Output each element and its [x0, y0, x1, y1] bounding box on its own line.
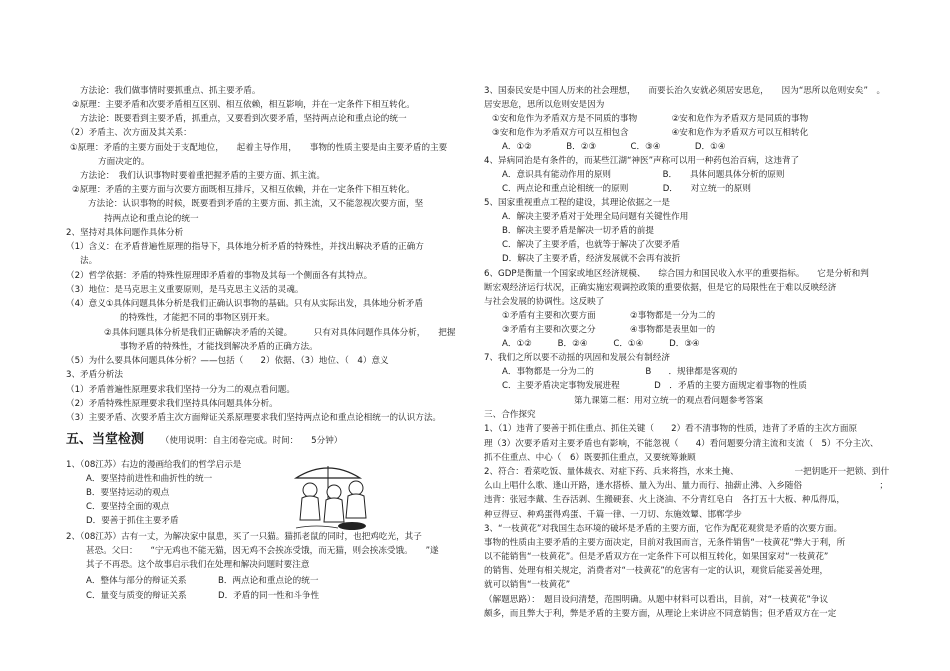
text-line: 理（3）次要矛盾对主要矛盾也有影响，不能忽视（ 4）看问题要分清主流和支流（ 5）不分主次、 — [484, 439, 879, 449]
text-line: （1）含义：在矛盾普遍性原理的指导下，具体地分析矛盾的特殊性，并找出解决矛盾的正确方 — [66, 242, 424, 252]
text-line: （解题思路）： 题目设问清楚，范围明确。从题中材料可以看出，目前，对“一枝黄花”争议 — [484, 595, 829, 605]
question-2: 2、（08江苏）古有一丈，为解决家中鼠患，买了一只猫。猫抓老鼠的同时，也把鸡吃光，其子 — [66, 532, 422, 542]
section-note: （使用说明：自主闭卷完成。时间： 5分钟） — [160, 436, 343, 446]
option-d: D．矛盾的同一性和斗争性 — [218, 591, 320, 601]
cartoon-illustration — [286, 456, 376, 532]
text-line: （3）主要矛盾、次要矛盾主次方面辩证关系原理要求我们坚持两点论和重点论相统一的认识方法。 — [66, 413, 442, 423]
question-7: 7、我们之所以要不动摇的巩固和发展公有制经济 — [484, 353, 670, 363]
section-title: 五、当堂检测 — [66, 432, 145, 447]
text-line: ②原理：矛盾的主要方面与次要方面既相互排斥，又相互依赖，并在一定条件下相互转化。 — [72, 185, 415, 195]
text-line: 法。 — [80, 256, 98, 266]
text-line: （3）地位：是马克思主义重要原则，是马克思主义活的灵魂。 — [66, 285, 304, 295]
option-a: A．要坚持前进性和曲折性的统一 — [86, 474, 213, 484]
answer-key-title: 第九课第二框：用对立统一的观点看问题参考答案 — [574, 396, 764, 406]
text-line: 方法论：我们做事情时要抓重点、抓主要矛盾。 — [80, 86, 261, 96]
text-line: 3、“一枝黄花”对我国生态环境的破坏是矛盾的主要方面，它作为配花观赏是矛盾的次要方面。 — [484, 524, 843, 534]
option-c: C．量变与质变的辩证关系 — [86, 591, 187, 601]
text-line: 以不能销售“一枝黄花”。但是矛盾双方在一定条件下可以相互转化，如果国家对“一枝黄花” — [484, 552, 829, 562]
option-b: B．两点论和重点论的统一 — [218, 576, 319, 586]
text-line: （4）意义①具体问题具体分析是我们正确认识事物的基础。只有从实际出发，具体地分析矛盾 — [66, 299, 423, 309]
text-line: 持两点论和重点论的统一 — [104, 214, 199, 224]
text-line: 方法论： 我们认识事物时要着重把握矛盾的主要方面、抓主流。 — [80, 171, 325, 181]
text-line: 违背：张冠李戴、生吞活剥、生搬硬套、火上浇油、不分青红皂白 各打五十大板、种瓜得瓜， — [484, 495, 845, 505]
text-line: ③矛盾有主要和次要之分 ④事物都是表里如一的 — [502, 325, 716, 335]
text-line: （2）矛盾主、次方面及其关系： — [66, 128, 192, 138]
text-line: 事物的性质由主要矛盾的主要方面决定，目前对我国而言，无条件销售“一枝黄花”弊大于利，所 — [484, 538, 846, 548]
text-line: 就可以销售“一枝黄花” — [484, 580, 571, 590]
text-line: 2、符合：看菜吃饭、量体裁衣、对症下药、兵来将挡，水来土掩、 一把钥匙开一把锁、到什 — [484, 467, 890, 477]
option-d: D．解决了主要矛盾，经济发展就不会再有波折 — [502, 254, 681, 264]
text-line: 方法论：认识事物的时候，既要看到矛盾的主要方面、抓主流，又不能忽视次要方面，坚 — [88, 199, 424, 209]
text-line: A．意识具有能动作用的原则 B． 具体问题具体分析的原则 — [502, 170, 785, 180]
text-line: 抓不住重点、中心（ 6）既要抓住重点，又要统筹兼顾 — [484, 453, 696, 463]
question-3: 3、国泰民安是中国人历来的社会理想， 而要长治久安就必须居安思危， 因为“思所以危则安矣” 。 — [484, 86, 886, 96]
text-line: ②具体问题具体分析是我们正确解决矛盾的关键。 只有对具体问题作具体分析， 把握 — [104, 328, 456, 338]
text-line: ②原理：主要矛盾和次要矛盾相互区别、相互依赖，相互影响，并在一定条件下相互转化。 — [72, 100, 415, 110]
option-c: C．要坚持全面的观点 — [86, 502, 170, 512]
question-4: 4、异病同治是有条件的，而某些江湖“神医”声称可以用一种药包治百病，这违背了 — [484, 156, 800, 166]
options-row: A．①② B．②③ C．③④ D．①④ — [502, 142, 726, 152]
text-line: 事物矛盾的特殊性，才能找到解决矛盾的正确方法。 — [120, 342, 318, 352]
text-line: （5）为什么要具体问题具体分析？——包括（ 2）依据、（3）地位、（ 4）意义 — [66, 356, 389, 366]
text-line: 的销售、处理有相关规定，消费者对“一枝黄花”的危害有一定的认识，观赏后能妥善处理， — [484, 566, 829, 576]
text-line: （2）矛盾特殊性原理要求我们坚持具体问题具体分析。 — [66, 399, 278, 409]
text-line: （2）哲学依据：矛盾的特殊性原理即矛盾着的事物及其每一个侧面各有其特点。 — [66, 271, 373, 281]
text-line: ①矛盾有主要和次要方面 ②事物都是一分为二的 — [502, 311, 716, 321]
options-row: A．①② B．②④ C．①④ D．③④ — [502, 339, 700, 349]
option-a: A．整体与部分的辩证关系 — [86, 576, 187, 586]
text-line: ③安和危作为矛盾双方可以互相包含 ④安和危作为矛盾双方可以互相转化 — [492, 128, 809, 138]
text-line: 居安思危，思所以危则安是因为 — [484, 100, 605, 110]
text-line: 1、（1）违背了要善于抓住重点、抓住关键（ 2）看不清事物的性质，违背了矛盾的主次方面原 — [484, 424, 858, 434]
option-b: B．解决主要矛盾是解决一切矛盾的前提 — [502, 226, 654, 236]
option-d: D．要善于抓住主要矛盾 — [86, 516, 179, 526]
text-line: ①原理：矛盾的主要方面处于支配地位， 起着主导作用， 事物的性质主要是由主要矛盾的主要 — [70, 143, 448, 153]
option-a: A．解决主要矛盾对于处理全局问题有关键性作用 — [502, 212, 689, 222]
text-line: 方面决定的。 — [98, 157, 150, 167]
text-line: C．主要矛盾决定事物发展进程 D ．矛盾的主要方面规定着事物的性质 — [502, 381, 807, 391]
text-line: 其子不再恐。这个故事启示我们在处理和解决问题时要注意 — [86, 560, 310, 570]
text-line: 的特殊性，才能把不同的事物区别开来。 — [120, 313, 275, 323]
question-1: 1、（08江苏）右边的漫画给我们的哲学启示是 — [66, 460, 242, 470]
text-line: 与社会发展的协调性。这反映了 — [484, 297, 605, 307]
text-line: （1）矛盾普遍性原理要求我们坚持一分为二的观点看问题。 — [66, 385, 295, 395]
question-6: 6、GDP是衡量一个国家或地区经济规模、 综合国力和国民收入水平的重要指标。 它是分析和判 — [484, 269, 869, 279]
text-line: 方法论：既要看到主要矛盾，抓重点，又要看到次要矛盾，坚持两点论和重点论的统一 — [80, 114, 407, 124]
text-line: ①安和危作为矛盾双方是不同质的事物 ②安和危作为矛盾双方是同质的事物 — [492, 114, 809, 124]
text-line: 种豆得豆、种鸡蛋得鸡蛋、千篇一律、一刀切、东施效颦、邯郸学步 — [484, 510, 742, 520]
text-line: 断宏观经济运行状况，正确实施宏观调控政策的重要依据，但是它的局限性在于难以反映经济 — [484, 283, 837, 293]
text-line: C．两点论和重点论相统一的原则 D． 对立统一的原则 — [502, 184, 751, 194]
text-line: 颇多，而且弊大于利，弊是矛盾的主要方面，从理论上来讲应不同意销售；但矛盾双方在一定 — [484, 609, 837, 619]
option-c: C．解决了主要矛盾，也就等于解决了次要矛盾 — [502, 240, 680, 250]
section-heading — [66, 432, 342, 449]
text-line: 三、合作探究 — [484, 410, 536, 420]
text-line: 么山上唱什么歌、逢山开路，逢水搭桥、量入为出、量力而行、抽薪止沸、入乡随俗 ； — [484, 481, 888, 491]
option-b: B．要坚持运动的观点 — [86, 488, 170, 498]
text-line: 2、坚持对具体问题作具体分析 — [66, 228, 184, 238]
text-line: A．事物都是一分为二的 B ．规律都是客观的 — [502, 367, 738, 377]
text-line: 3、矛盾分析法 — [66, 370, 124, 380]
text-line: 甚恐。父曰： “宁无鸡也不能无猫，因无鸡不会挨冻受饿，而无猫，则会挨冻受饿。 ”遂 — [86, 546, 439, 556]
question-5: 5、国家重视重点工程的建设，其理论依据之一是 — [484, 198, 670, 208]
